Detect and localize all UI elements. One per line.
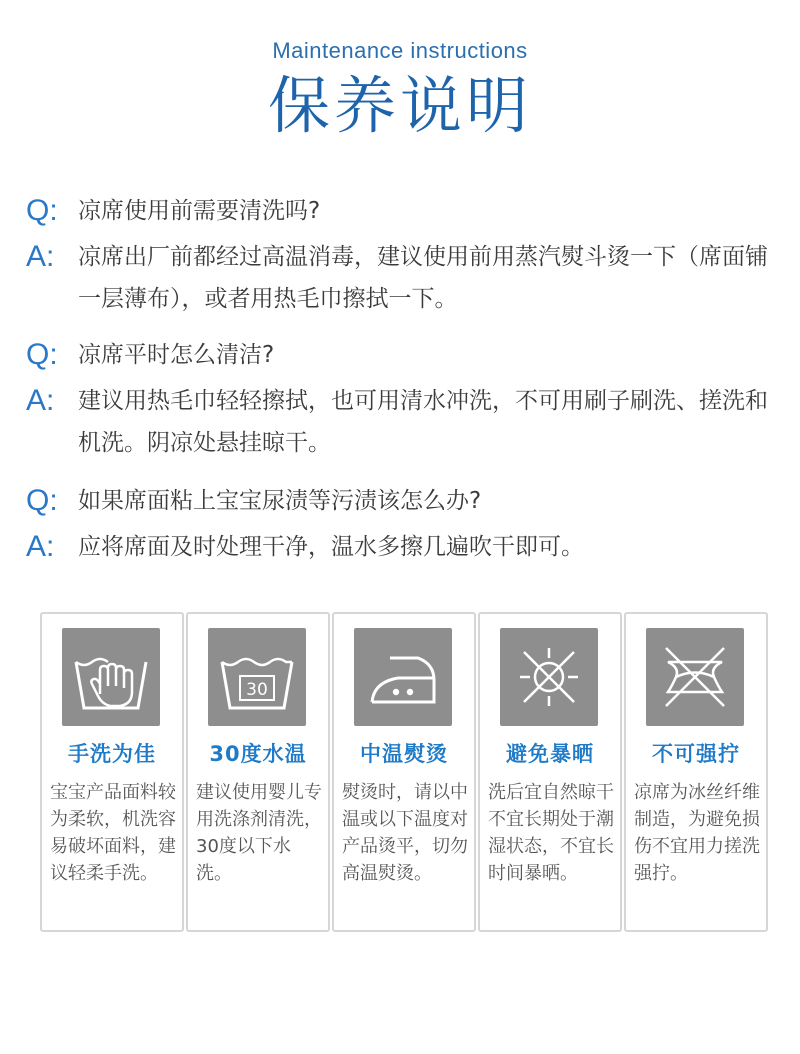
question-text: 凉席使用前需要清洗吗? [78,198,321,224]
card-title: 手洗为佳 [68,742,156,766]
no-tumble-icon [646,628,744,726]
question-text: 凉席平时怎么清洁? [78,342,275,368]
card-body: 宝宝产品面料较为柔软，机洗容易破坏面料，建议轻柔手洗。 [50,782,176,884]
card-body: 建议使用婴儿专用洗涤剂清洗，30度以下水洗。 [196,782,322,884]
card-title: 不可强拧 [652,742,740,766]
wash-temperature-label: 30 [246,680,268,700]
care-card-iron [332,612,476,932]
answer-mark: A: [26,530,55,563]
page-title: 保养说明 [267,69,532,142]
question-text: 如果席面粘上宝宝尿渍等污渍该怎么办? [78,488,482,514]
question-row [26,190,796,232]
answer-mark: A: [26,384,55,417]
answer-row [26,236,796,320]
answer-text: 应将席面及时处理干净，温水多擦几遍吹干即可。 [78,534,584,560]
question-row [26,334,796,376]
card-body: 凉席为冰丝纤维制造，为避免损伤不宜用力搓洗强拧。 [634,782,760,884]
header [0,38,800,142]
care-card-hand-wash [40,612,184,932]
card-title: 中温熨烫 [360,742,448,766]
card-body: 熨烫时，请以中温或以下温度对产品烫平，切勿高温熨烫。 [342,782,468,884]
iron-medium-icon [354,628,452,726]
card-body: 洗后宜自然晾干不宜长期处于潮湿状态，不宜长时间暴晒。 [488,782,614,884]
qa-item-1 [26,190,796,320]
qa-item-2 [26,334,796,464]
no-sun-dry-icon [500,628,598,726]
care-card-no-sun [478,612,622,932]
answer-row [26,526,796,568]
answer-row [26,380,796,464]
page-subtitle: Maintenance instructions [272,38,528,63]
hand-wash-icon [62,628,160,726]
question-row [26,480,796,522]
care-cards [40,612,768,930]
question-mark: Q: [26,194,58,227]
card-title: 30度水温 [209,742,307,766]
qa-item-3 [26,480,796,568]
question-mark: Q: [26,484,58,517]
answer-text: 建议用热毛巾轻轻擦拭，也可用清水冲洗，不可用刷子刷洗、搓洗和机洗。阴凉处悬挂晾干。 [78,388,768,456]
care-card-wash-30 [186,612,330,932]
question-mark: Q: [26,338,58,371]
wash-30-icon [208,628,306,726]
card-title: 避免暴晒 [506,742,594,766]
care-card-no-wring [624,612,768,932]
answer-text: 凉席出厂前都经过高温消毒，建议使用前用蒸汽熨斗烫一下（席面铺一层薄布），或者用热毛巾擦拭一下。 [78,244,768,312]
answer-mark: A: [26,240,55,273]
